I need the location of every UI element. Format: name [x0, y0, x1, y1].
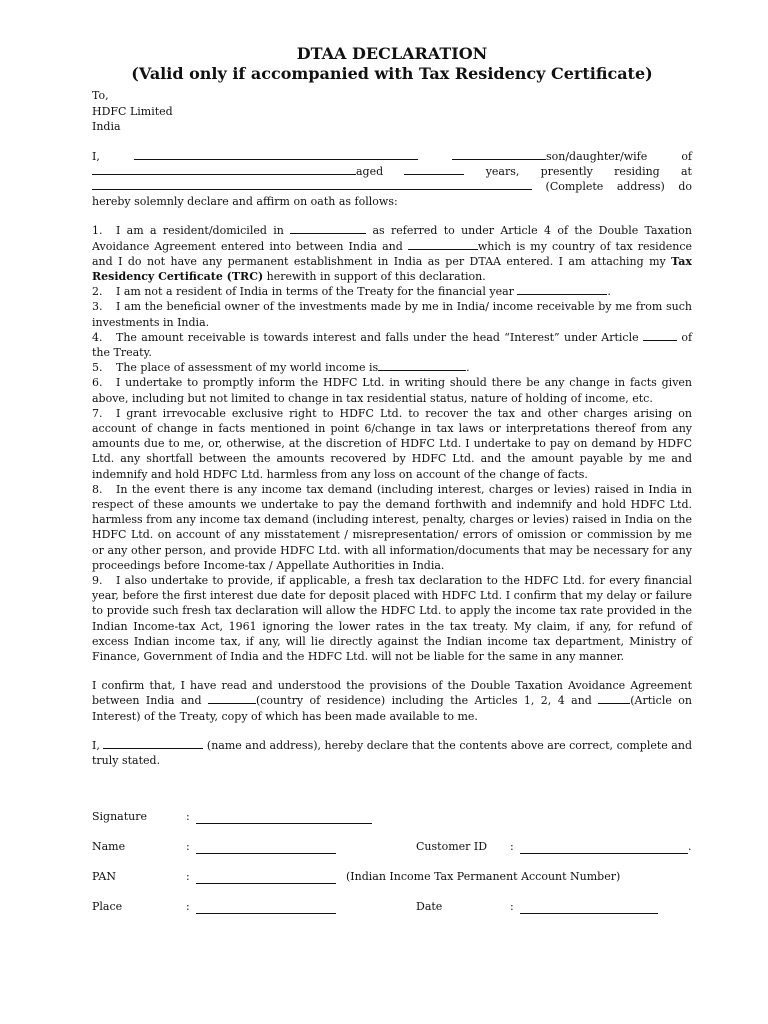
- age-blank[interactable]: [404, 164, 464, 175]
- addressee-line: India: [92, 120, 121, 133]
- place-row: Place : Date :: [92, 884, 692, 914]
- document-title: DTAA DECLARATION: [296, 44, 488, 63]
- item-3: 3. I am the beneficial owner of the investments made by me in India/ income receivable by me from such investments in India.: [92, 300, 692, 329]
- addressee-line: To,: [92, 89, 109, 102]
- pan-field[interactable]: [196, 872, 336, 884]
- assessment-place-blank[interactable]: [378, 360, 466, 371]
- signature-row: Signature :: [92, 794, 692, 824]
- residence-country-blank[interactable]: [290, 223, 366, 234]
- customer-id-label: Customer ID: [416, 840, 488, 854]
- item-7: 7. I grant irrevocable exclusive right to HDFC Ltd. to recover the tax and other charges arising on account of change in facts mentioned in point 6/change in tax laws or interpretations thereof from any amounts due to me, or, otherwise, at the discretion of HDFC Ltd. I undertake to pay on demand by HDFC Ltd. any shortfall between the amounts recovered by HDFC Ltd. and the amount payable by me and indemnify and hold HDFC Ltd. harmless from any loss on account of the change of facts.: [92, 406, 692, 481]
- parent-name-blank[interactable]: [92, 164, 356, 175]
- signature-label: Signature: [92, 810, 148, 824]
- place-field[interactable]: [196, 902, 336, 914]
- signature-block: [92, 794, 692, 914]
- intro-line-4: hereby solemnly declare and affirm on oath as follows:: [92, 195, 398, 209]
- date-label: Date: [416, 900, 443, 914]
- item-2: 2. I am not a resident of India in terms of the Treaty for the financial year .: [92, 285, 611, 299]
- addressee-block: [92, 88, 692, 135]
- intro-declaration: [92, 149, 692, 210]
- confirmation-paragraph: I confirm that, I have read and understood the provisions of the Double Taxation Avoidance Agreement between India and (country of residence) including the Articles 1, 2, 4 and (Article on Interest) of the Treaty, copy of which has been made available to me.: [92, 679, 692, 723]
- pan-row: PAN : (Indian Income Tax Permanent Account Number): [92, 870, 621, 884]
- country-of-residence-blank[interactable]: [208, 693, 256, 704]
- addressee-line: HDFC Limited: [92, 104, 173, 118]
- intro-line-3: (Complete address) do: [92, 179, 692, 194]
- financial-year-blank[interactable]: [517, 284, 607, 295]
- signature-field[interactable]: [196, 812, 372, 824]
- item-8: 8. In the event there is any income tax demand (including interest, charges or levies) raised in India in respect of these amounts we undertake to pay the demand forthwith and indemnify and hold HDFC Ltd. harmless from any income tax demand (including interest, penalty, charges or levies) raised in India on the HDFC Ltd. on account of any misstatement / misrepresentation/ errors of omission or commission by me or any other person, and provide HDFC Ltd. with all information/documents that may be necessary for any proceedings before Income-tax / Appellate Authorities in India.: [92, 482, 692, 572]
- item-6: 6. I undertake to promptly inform the HDFC Ltd. in writing should there be any change in facts given above, including but not limited to change in tax residential status, nature of holding of income, etc.: [92, 376, 692, 405]
- document-subtitle: (Valid only if accompanied with Tax Residency Certificate): [131, 64, 653, 83]
- address-blank[interactable]: [92, 179, 532, 190]
- pan-label: PAN: [92, 870, 116, 884]
- relation-name-blank[interactable]: [452, 149, 546, 160]
- intro-line-2: aged years, presently residing at: [92, 164, 692, 179]
- intro-line-1: I, son/daughter/wife of: [92, 149, 693, 163]
- name-label: Name: [92, 840, 126, 854]
- item-4: 4. The amount receivable is towards interest and falls under the head “Interest” under Article of the Treaty.: [92, 330, 693, 359]
- place-label: Place: [92, 900, 123, 914]
- name-blank[interactable]: [134, 149, 418, 160]
- final-declaration: I, (name and address), hereby declare that the contents above are correct, complete and truly stated.: [92, 738, 692, 768]
- name-field[interactable]: [196, 842, 336, 854]
- name-row: Name : Customer ID : .: [92, 840, 692, 854]
- customer-id-field[interactable]: [520, 842, 688, 854]
- declarant-name-blank[interactable]: [103, 738, 203, 749]
- declaration-items: [92, 223, 692, 664]
- pan-hint: (Indian Income Tax Permanent Account Number): [346, 870, 621, 884]
- item-9: 9. I also undertake to provide, if applicable, a fresh tax declaration to the HDFC Ltd. for every financial year, before the first interest due date for deposit placed with HDFC Ltd. I confirm that my delay or failure to provide such fresh tax declaration will allow the HDFC Ltd. to apply the income tax rate provided in the Indian Income-tax Act, 1961 ignoring the lower rates in the tax treaty. My claim, if any, for refund of excess Indian income tax, if any, will lie directly against the Indian income tax department, Ministry of Finance, Government of India and the HDFC Ltd. will not be liable for the same in any manner.: [92, 573, 692, 663]
- item-1: 1. I am a resident/domiciled in as referred to under Article 4 of the Double Taxation Avoidance Agreement entered into between India and which is my country of tax residence and I do not have any permanent establishment in India as per DTAA entered. I am attaching my Tax Residency Certificate (TRC) herewith in support of this declaration.: [92, 224, 693, 283]
- article-number-blank[interactable]: [643, 330, 677, 341]
- date-field[interactable]: [520, 902, 658, 914]
- item-5: 5. The place of assessment of my world income is .: [92, 361, 470, 375]
- treaty-country-blank[interactable]: [408, 239, 478, 250]
- interest-article-blank[interactable]: [598, 693, 630, 704]
